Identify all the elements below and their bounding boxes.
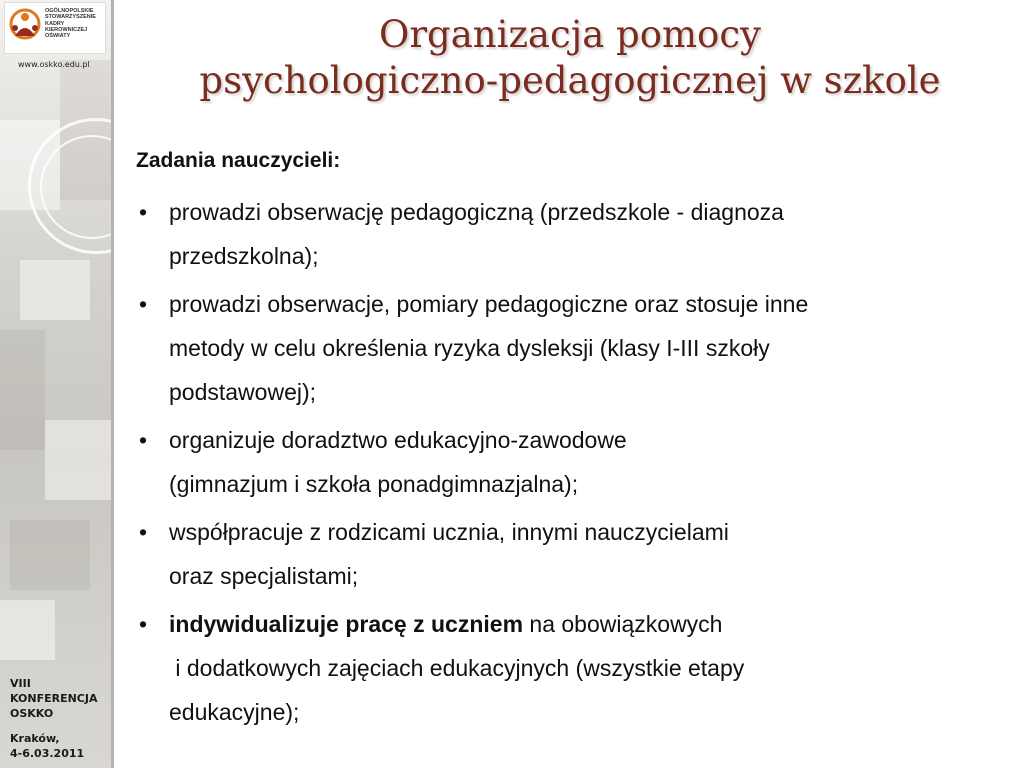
bullet-line: edukacyjne); bbox=[169, 699, 300, 725]
bullet-dot: • bbox=[139, 427, 148, 453]
logo-text-line: KADRY bbox=[45, 20, 65, 27]
bullet-line: (gimnazjum i szkoła ponadgimnazjalna); bbox=[169, 471, 579, 497]
bullet-line: współpracuje z rodzicami ucznia, innymi nauczycielami bbox=[169, 519, 729, 545]
sidebar-decor bbox=[0, 330, 45, 450]
conference-line: OSKKO bbox=[10, 707, 54, 720]
slide-title bbox=[140, 12, 1000, 104]
sidebar-decor bbox=[20, 260, 90, 320]
logo-icon bbox=[7, 6, 43, 50]
bullet-line: prowadzi obserwację pedagogiczną (przedszkole - diagnoza bbox=[169, 199, 784, 225]
website-url[interactable]: www.oskko.edu.pl bbox=[18, 60, 90, 69]
bullet-dot: • bbox=[139, 611, 148, 637]
bullet-line: i dodatkowych zajęciach edukacyjnych (wszystkie etapy bbox=[169, 655, 745, 681]
conference-info bbox=[10, 676, 97, 761]
bullet-line: metody w celu określenia ryzyka dysleksji (klasy I-III szkoły bbox=[169, 335, 770, 361]
title-line: Organizacja pomocy bbox=[379, 13, 761, 56]
sidebar-divider bbox=[111, 0, 114, 768]
bullet-item bbox=[136, 418, 986, 506]
title-line: psychologiczno-pedagogicznej w szkole bbox=[199, 59, 941, 102]
bullet-line: organizuje doradztwo edukacyjno-zawodowe bbox=[169, 427, 627, 453]
bullet-line: oraz specjalistami; bbox=[169, 563, 359, 589]
bullet-bold-text: indywidualizuje pracę z uczniem bbox=[169, 611, 524, 637]
logo-text-line: KIEROWNICZEJ bbox=[45, 26, 88, 33]
logo-text-line: STOWARZYSZENIE bbox=[45, 14, 96, 21]
bullet-item bbox=[136, 282, 986, 414]
sidebar-decor bbox=[10, 520, 90, 590]
conference-line: KONFERENCJA bbox=[10, 692, 98, 705]
logo bbox=[4, 2, 106, 54]
bullet-line bbox=[169, 602, 986, 646]
location-line: Kraków, bbox=[10, 732, 60, 745]
bullet-line: prowadzi obserwacje, pomiary pedagogiczne oraz stosuje inne bbox=[169, 291, 809, 317]
bullet-item bbox=[136, 190, 986, 278]
bullet-item bbox=[136, 510, 986, 598]
bullet-list bbox=[136, 190, 986, 738]
bullet-dot: • bbox=[139, 519, 148, 545]
location-line: 4-6.03.2011 bbox=[10, 747, 85, 760]
logo-text bbox=[45, 8, 96, 39]
bullet-inline-text: na obowiązkowych bbox=[523, 611, 723, 637]
logo-text-line: OGÓLNOPOLSKIE bbox=[45, 8, 94, 14]
bullet-line: podstawowej); bbox=[169, 379, 317, 405]
section-heading: Zadania nauczycieli: bbox=[136, 149, 341, 172]
bullet-line: przedszkolna); bbox=[169, 243, 319, 269]
logo-text-line: OŚWIATY bbox=[45, 33, 71, 40]
bullet-dot: • bbox=[139, 199, 148, 225]
conference-line: VIII bbox=[10, 677, 31, 690]
bullet-item bbox=[136, 602, 986, 734]
sidebar bbox=[0, 0, 113, 768]
bullet-dot: • bbox=[139, 291, 148, 317]
sidebar-decor bbox=[0, 600, 55, 660]
sidebar-decor bbox=[45, 420, 112, 500]
